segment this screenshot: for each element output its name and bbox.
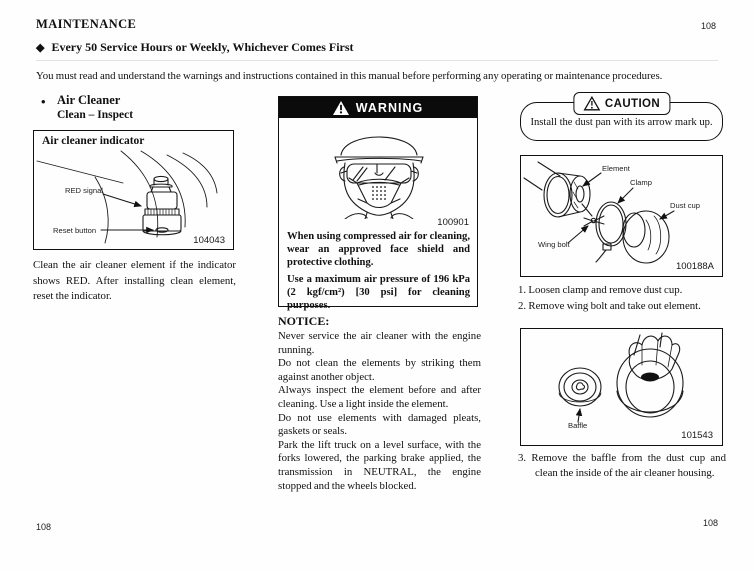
step-text: Remove the baffle from the dust cup and clean the inside of the air cleaner housing. (531, 452, 726, 479)
warning-box (278, 96, 478, 312)
baffle-label: Baffle (568, 421, 588, 430)
step-number: 2. (518, 300, 527, 312)
figure-baffle (520, 328, 723, 446)
caution-title: CAUTION (604, 97, 661, 110)
page-number-top: 108 (700, 21, 716, 31)
red-signal-label: RED signal (65, 186, 103, 195)
step-3 (518, 451, 726, 481)
warning-triangle-icon (333, 101, 349, 115)
figure-number: 104043 (193, 235, 225, 246)
dust-cup-label: Dust cup (670, 201, 700, 210)
element-label: Element (602, 164, 630, 173)
notice-item: Always inspect the element before and after cleaning. Use a light inside the element. (278, 384, 481, 410)
indicator-paragraph: Clean the air cleaner element if the indicator shows RED. After installing clean element, reset the indicator. (33, 259, 236, 302)
face-shield-illustration (287, 121, 471, 219)
caution-box (520, 97, 723, 141)
page-title: MAINTENANCE (36, 17, 137, 31)
reset-button-label: Reset button (53, 226, 97, 235)
topic-subtitle: Clean – Inspect (57, 109, 134, 121)
page-number-bottom-left: 108 (36, 522, 52, 532)
notice-item: Never service the air cleaner with the engine running. (278, 330, 481, 356)
figure-title: Air cleaner indicator (42, 135, 145, 147)
figure-number: 101543 (681, 430, 713, 441)
subsection-heading (36, 40, 354, 55)
air-cleaner-indicator-illustration (35, 149, 231, 245)
warning-text (287, 230, 470, 315)
figure-number: 100901 (437, 217, 469, 228)
topic-bullet-icon: • (41, 94, 46, 109)
disassembly-illustration (522, 158, 722, 264)
caution-text: Install the dust pan with its arrow mark up. (530, 117, 713, 128)
header-divider (36, 60, 718, 61)
warning-header (279, 97, 477, 118)
notice-heading: NOTICE: (278, 314, 330, 328)
step-number: 3. (518, 452, 527, 464)
wing-bolt-label: Wing bolt (538, 240, 570, 249)
notice-item: Do not use elements with damaged pleats, gaskets or seals. (278, 411, 481, 438)
step-1 (518, 282, 725, 298)
caution-header (573, 92, 670, 115)
clamp-label: Clamp (630, 178, 652, 187)
baffle-illustration (522, 331, 722, 433)
figure-number: 100188A (675, 261, 714, 272)
notice-list (278, 330, 481, 493)
warning-title: WARNING (355, 100, 424, 115)
steps-1-2 (518, 282, 725, 314)
notice-item: Do not clean the elements by striking them against another object. (278, 357, 481, 383)
page-number-bottom-right: 108 (702, 518, 718, 528)
figure-disassembly (520, 155, 723, 277)
step-number: 1. (518, 284, 527, 296)
caution-triangle-icon (583, 96, 600, 111)
intro-paragraph: You must read and understand the warnings and instructions contained in this manual before performing any operating or maintenance procedures. (36, 70, 663, 82)
diamond-bullet-icon: ◆ (36, 42, 45, 54)
step-3-container (518, 451, 726, 481)
notice-item: Park the lift truck on a level surface, with the forks lowered, the parking brake applied, the transmission in NEUTRAL, the engine stopped and the wheels blocked. (278, 438, 481, 492)
step-2 (518, 298, 725, 314)
step-text: Loosen clamp and remove dust cup. (528, 284, 683, 296)
warning-paragraph-1: When using compressed air for cleaning, wear an approved face shield and protective clothing. (287, 231, 470, 269)
subsection-title: Every 50 Service Hours or Weekly, Whichever Comes First (51, 40, 354, 54)
topic-title: Air Cleaner (57, 93, 121, 107)
warning-paragraph-2: Use a maximum air pressure of 196 kPa (2 kgf/cm²) [30 psi] for cleaning purposes. (287, 273, 470, 312)
step-text: Remove wing bolt and take out element. (528, 300, 701, 312)
figure-air-cleaner-indicator (33, 130, 234, 250)
